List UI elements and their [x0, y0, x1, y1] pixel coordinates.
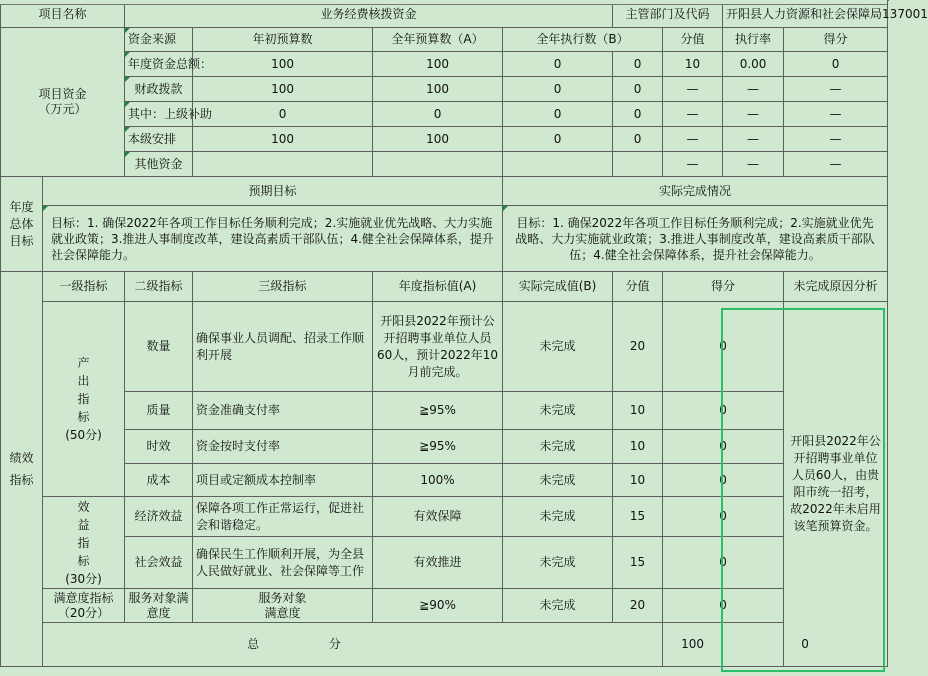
- indicators-header-actual: 实际完成值(B): [503, 272, 613, 302]
- total-score[interactable]: 0: [723, 623, 888, 667]
- row-timeliness-level2: 时效: [125, 430, 193, 464]
- row-cost-score-value[interactable]: 10: [613, 464, 663, 497]
- funds-header-annual: 全年预算数（A）: [373, 28, 503, 52]
- goals-expected-header: 预期目标: [43, 177, 503, 206]
- funds-row-total-score[interactable]: 0: [784, 52, 888, 77]
- benefit-points: (30分): [65, 571, 102, 586]
- row-economic-actual[interactable]: 未完成: [503, 497, 613, 537]
- row-satisfaction-target[interactable]: ≧90%: [373, 589, 503, 623]
- funds-header-initial: 年初预算数: [193, 28, 373, 52]
- row-quantity-target[interactable]: 开阳县2022年预计公开招聘事业单位人员60人，预计2022年10月前完成。: [373, 302, 503, 392]
- top-border: [0, 0, 887, 5]
- funds-header-rate: 执行率: [723, 28, 784, 52]
- goals-row-label: 年度总体目标: [1, 177, 43, 272]
- row-satisfaction-actual[interactable]: 未完成: [503, 589, 613, 623]
- row-timeliness-actual[interactable]: 未完成: [503, 430, 613, 464]
- row-timeliness-score[interactable]: 0: [663, 430, 784, 464]
- indicators-header-reason: 未完成原因分析: [784, 272, 888, 302]
- output-indicator-label: [43, 302, 125, 497]
- row-quality-level2: 质量: [125, 392, 193, 430]
- funds-label-line2: （万元）: [38, 102, 87, 116]
- funds-header-exec: 全年执行数（B）: [503, 28, 663, 52]
- reason-analysis-text[interactable]: 开阳县2022年公开招聘事业单位人员60人，由贵阳市统一招考，故2022年未启用该笔预算资金。: [784, 302, 888, 667]
- funds-row-total-score-value[interactable]: 10: [663, 52, 723, 77]
- row-timeliness-target[interactable]: ≧95%: [373, 430, 503, 464]
- indicators-header-target: 年度指标值(A): [373, 272, 503, 302]
- funds-row-total-annual[interactable]: 100: [373, 52, 503, 77]
- row-economic-level3[interactable]: 保障各项工作正常运行，促进社会和谐稳定。: [193, 497, 373, 537]
- output-points: (50分): [65, 428, 102, 442]
- funds-row-fiscal-name: 财政拨款: [125, 77, 193, 102]
- funds-row-local-score-value[interactable]: —: [663, 127, 723, 152]
- row-cost-level3[interactable]: 项目或定额成本控制率: [193, 464, 373, 497]
- funds-row-fiscal-initial[interactable]: 100: [193, 77, 373, 102]
- indicators-header-score: 得分: [663, 272, 784, 302]
- benefit-indicator-label: [43, 497, 125, 589]
- funds-row-local-annual[interactable]: 100: [373, 127, 503, 152]
- funds-row-total-exec-b[interactable]: 0: [613, 52, 663, 77]
- satisfaction-indicator-label: [43, 589, 125, 623]
- funds-row-local-exec-a[interactable]: 0: [503, 127, 613, 152]
- total-label-b: 分: [328, 637, 341, 651]
- row-social-level3[interactable]: 确保民生工作顺利开展，为全县人民做好就业、社会保障等工作: [193, 537, 373, 589]
- row-social-score-value[interactable]: 15: [613, 537, 663, 589]
- total-score-value[interactable]: 100: [663, 623, 723, 667]
- funds-header-score: 得分: [784, 28, 888, 52]
- row-satisfaction-level3[interactable]: 服务对象满意度: [193, 589, 373, 623]
- row-social-score[interactable]: 0: [663, 537, 784, 589]
- benefit-label: 效益指标: [77, 499, 90, 568]
- funds-row-superior-annual[interactable]: 0: [373, 102, 503, 127]
- row-quantity-score-value[interactable]: 20: [613, 302, 663, 392]
- funds-row-fiscal-annual[interactable]: 100: [373, 77, 503, 102]
- row-quality-score-value[interactable]: 10: [613, 392, 663, 430]
- row-quality-score[interactable]: 0: [663, 392, 784, 430]
- total-label-a: 总: [247, 637, 260, 651]
- row-cost-level2: 成本: [125, 464, 193, 497]
- row-quantity-level2: 数量: [125, 302, 193, 392]
- total-label: [43, 623, 663, 667]
- row-satisfaction-level2: 服务对象满意度: [125, 589, 193, 623]
- funds-row-fiscal-exec-a[interactable]: 0: [503, 77, 613, 102]
- funds-row-other-name: 其他资金: [125, 152, 193, 177]
- indicators-header-score-value: 分值: [613, 272, 663, 302]
- row-social-level2: 社会效益: [125, 537, 193, 589]
- funds-header-source: 资金来源: [125, 28, 193, 52]
- goals-expected-text[interactable]: 目标：1. 确保2022年各项工作目标任务顺利完成；2.实施就业优先战略、大力实施就业政策；3.推进人事制度改革，建设高素质干部队伍；4.健全社会保障体系，提升社会保障能力。: [43, 206, 503, 272]
- indicators-header-level1: 一级指标: [43, 272, 125, 302]
- funds-row-fiscal-rate[interactable]: —: [723, 77, 784, 102]
- funds-row-other-initial[interactable]: [193, 152, 373, 177]
- row-timeliness-score-value[interactable]: 10: [613, 430, 663, 464]
- row-cost-score[interactable]: 0: [663, 464, 784, 497]
- project-name-value[interactable]: 业务经费核拨资金: [125, 1, 613, 28]
- row-economic-target[interactable]: 有效保障: [373, 497, 503, 537]
- row-economic-level2: 经济效益: [125, 497, 193, 537]
- funds-row-superior-score[interactable]: —: [784, 102, 888, 127]
- funds-row-superior-name: 其中：上级补助: [125, 102, 193, 127]
- satisfaction-points: （20分）: [57, 605, 110, 620]
- row-quantity-level3[interactable]: 确保事业人员调配、招录工作顺利开展: [193, 302, 373, 392]
- funds-row-other-exec-a[interactable]: [503, 152, 613, 177]
- funds-row-local-exec-b[interactable]: 0: [613, 127, 663, 152]
- row-satisfaction-score-value[interactable]: 20: [613, 589, 663, 623]
- funds-row-total-initial[interactable]: 100: [193, 52, 373, 77]
- row-social-actual[interactable]: 未完成: [503, 537, 613, 589]
- funds-row-total-rate[interactable]: 0.00: [723, 52, 784, 77]
- funds-row-superior-exec-a[interactable]: 0: [503, 102, 613, 127]
- indicators-header-level3: 三级指标: [193, 272, 373, 302]
- funds-row-fiscal-score[interactable]: —: [784, 77, 888, 102]
- project-name-label: 项目名称: [1, 1, 125, 28]
- funds-row-total-exec-a[interactable]: 0: [503, 52, 613, 77]
- funds-header-score-value: 分值: [663, 28, 723, 52]
- row-quality-actual[interactable]: 未完成: [503, 392, 613, 430]
- output-label: 产出指标: [77, 356, 90, 424]
- funds-row-superior-exec-b[interactable]: 0: [613, 102, 663, 127]
- row-quantity-score[interactable]: 0: [663, 302, 784, 392]
- funds-row-superior-initial[interactable]: 0: [193, 102, 373, 127]
- row-quality-level3[interactable]: 资金准确支付率: [193, 392, 373, 430]
- indicators-section-label: 绩效指标: [1, 272, 43, 667]
- funds-row-total-name: 年度资金总额：: [125, 52, 193, 77]
- funds-row-fiscal-exec-b[interactable]: 0: [613, 77, 663, 102]
- row-cost-actual[interactable]: 未完成: [503, 464, 613, 497]
- goals-actual-text[interactable]: 目标：1. 确保2022年各项工作目标任务顺利完成；2.实施就业优先战略、大力实施就业政策；3.推进人事制度改革，建设高素质干部队伍；4.健全社会保障体系，提升社会保障能力。: [503, 206, 888, 272]
- row-timeliness-level3[interactable]: 资金按时支付率: [193, 430, 373, 464]
- funds-row-superior-score-value[interactable]: —: [663, 102, 723, 127]
- funds-label: [1, 28, 125, 177]
- funds-row-local-rate[interactable]: —: [723, 127, 784, 152]
- satisfaction-label: 满意度指标: [53, 590, 114, 605]
- funds-row-other-score-value[interactable]: —: [663, 152, 723, 177]
- goals-actual-header: 实际完成情况: [503, 177, 888, 206]
- funds-row-local-initial[interactable]: 100: [193, 127, 373, 152]
- row-economic-score[interactable]: 0: [663, 497, 784, 537]
- indicators-header-level2: 二级指标: [125, 272, 193, 302]
- row-cost-target[interactable]: 100%: [373, 464, 503, 497]
- row-social-target[interactable]: 有效推进: [373, 537, 503, 589]
- funds-label-line1: 项目资金: [38, 87, 87, 101]
- funds-row-local-name: 本级安排: [125, 127, 193, 152]
- dept-label: 主管部门及代码: [613, 1, 723, 28]
- dept-value[interactable]: 开阳县人力资源和社会保障局137001: [723, 1, 888, 28]
- funds-row-fiscal-score-value[interactable]: —: [663, 77, 723, 102]
- funds-row-superior-rate[interactable]: —: [723, 102, 784, 127]
- funds-row-other-annual[interactable]: [373, 152, 503, 177]
- row-quality-target[interactable]: ≧95%: [373, 392, 503, 430]
- funds-row-other-exec-b[interactable]: [613, 152, 663, 177]
- row-quantity-actual[interactable]: 未完成: [503, 302, 613, 392]
- funds-row-local-score[interactable]: —: [784, 127, 888, 152]
- funds-row-other-rate[interactable]: —: [723, 152, 784, 177]
- funds-row-other-score[interactable]: —: [784, 152, 888, 177]
- row-economic-score-value[interactable]: 15: [613, 497, 663, 537]
- row-satisfaction-score[interactable]: 0: [663, 589, 784, 623]
